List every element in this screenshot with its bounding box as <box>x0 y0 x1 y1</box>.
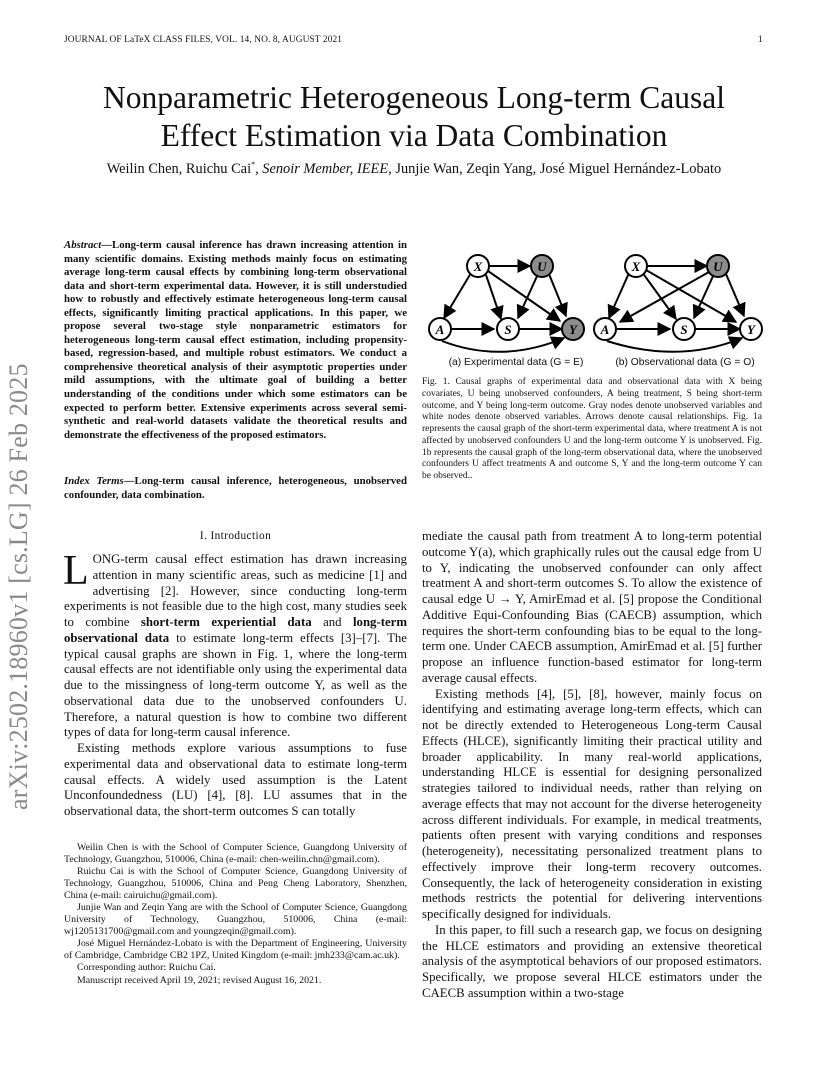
paper-title <box>60 79 768 155</box>
author-role: , Senoir Member, IEEE, <box>255 160 392 177</box>
arxiv-stamp: arXiv:2502.18960v1 [cs.LG] 26 Feb 2025 <box>4 363 33 810</box>
node-u-label: U <box>537 259 547 274</box>
footnote: Junjie Wan and Zeqin Yang are with the School of Computer Science, Guangdong University of Technology, Guangzhou, 510006, China (e-mail: wj1205131700@gmail.com and youngzeqin@gmail.com). <box>64 902 407 938</box>
causal-graph-figure <box>422 252 764 370</box>
node-y-label: Y <box>569 322 577 337</box>
graph-observational <box>594 255 762 352</box>
subfigure-caption-a: (a) Experimental data (G = E) <box>448 357 584 368</box>
node-a-label: A <box>435 322 445 337</box>
intro-text: to estimate long-term effects [3]–[7]. The typical causal graphs are shown in Fig. 1, where the long-term causal effects are not identifiable only using the experimental data due to the missingness of long-term outcome Y, as well as the observational data due to the unobserved confounders U. Therefore, a natural question is how to combine two different types of data for long-term causal inference. <box>64 630 407 740</box>
figure-caption: Fig. 1. Causal graphs of experimental data and observational data with X being covariates, U being unobserved confounders, A being treatment, S being short-term outcome, and Y being long-term outcome. Gray nodes denote unobserved variables and white nodes denote observed variables. Arrows denote causal relationships. Fig. 1a represents the causal graph of the short-term experimental data, where treatment A is not affected by unobserved confounders U and the long-term outcome Y is unobserved. Fig. 1b represents the causal graph of the long-term observational data, where the unobserved confounders U affect treatments A and outcome S, Y and the long-term outcome Y can be observed.. <box>422 377 762 481</box>
index-terms-text: —Long-term causal inference, heterogeneous, unobserved confounder, data combination. <box>64 475 407 501</box>
intro-text: ONG-term causal effect estimation has drawn increasing attention in many scientific areas, such as medicine [1] and advertising [2]. However, since conducting long-term experiments is not feasible due to the high cost, many studies seek to combine <box>64 552 407 629</box>
node-x-label: X <box>473 259 483 274</box>
section-heading: I. Introduction <box>199 530 272 542</box>
footnote: Corresponding author: Ruichu Cai. <box>77 962 216 974</box>
title-line-2: Effect Estimation via Data Combination <box>160 118 668 153</box>
node-y-label: Y <box>747 322 755 337</box>
title-line-1: Nonparametric Heterogeneous Long-term Causal <box>103 80 725 115</box>
authors-first: Weilin Chen, Ruichu Cai <box>106 160 252 177</box>
footnote: Ruichu Cai is with the School of Computer Science, Guangdong University of Technology, Guangzhou, 510006, China and Peng Cheng Laboratory, Shenzhen, China (e-mail: cairuichu@gmail.com). <box>64 866 407 902</box>
abstract-text: —Long-term causal inference has drawn increasing attention in many scientific domains. Existing methods mainly focus on estimating average long-term causal effects by combining long-term observational data and short-term experimental data. However, it is still understudied how to robustly and effectively estimate heterogeneous long-term causal effects, significantly limiting practical applications. In this paper, we propose several two-stage style nonparametric estimators for heterogeneous long-term causal effect estimation, including propensity-based, regression-based, and multiple robust estimators. We conduct a comprehensive theoretical analysis of their asymptotic properties under mild assumptions, with the ultimate goal of building a better understanding of the conditions under which some estimators can be expected to perform better. Extensive experiments across several semi-synthetic and real-world datasets validate the theoretical results and demonstrate the effectiveness of the proposed estimators. <box>64 239 407 441</box>
abstract <box>64 239 407 442</box>
node-x-label: X <box>631 259 641 274</box>
subfigure-caption-b: (b) Observational data (G = O) <box>615 357 755 368</box>
intro-paragraph: Existing methods explore various assumptions to fuse experimental data and observational data to estimate long-term causal effects. A widely used assumption is the Latent Unconfoundedness (LU) [4], [8]. LU assumes that in the observational data, the short-term outcomes S can totally <box>64 741 407 818</box>
intro-emphasis: long-term observational data <box>64 615 407 645</box>
footnote: José Miguel Hernández-Lobato is with the Department of Engineering, University of Cambridge, Cambridge CB2 1PZ, United Kingdom (e-mail: jmh233@cam.ac.uk). <box>64 938 407 962</box>
intro-left-column <box>63 548 407 820</box>
footnotes <box>64 842 407 987</box>
intro-text: and <box>311 615 353 629</box>
intro-paragraph: mediate the causal path from treatment A to long-term potential outcome Y(a), which graphically rules out the causal edge from U to Y, indicating the unobserved confounder can only affect treatment A and short-term outcomes S. To allow the existence of causal edge U → Y, AmirEmad et al. [5] propose the Conditional Additive Equi-Confounding Bias (CAECB) assumption, which requires the short-term confounding bias to be equal to the long-term one. Under CAECB assumption, AmirEmad et al. [5] further propose an influence function-based estimator for long-term average causal effects. <box>422 529 762 685</box>
intro-paragraph: In this paper, to fill such a research gap, we focus on designing the HLCE estimators and providing an extensive theoretical analysis of the asymptotical behaviors of our proposed estimators. Specifically, we propose several HLCE estimators under the CAECB assumption within a two-stage <box>422 922 762 1000</box>
index-terms-label: Index Terms <box>64 475 124 487</box>
intro-emphasis: short-term experiential data <box>140 615 312 629</box>
node-u-label: U <box>713 259 723 274</box>
abstract-label: Abstract <box>64 239 102 251</box>
authors-rest: Junjie Wan, Zeqin Yang, José Miguel Hernández-Lobato <box>391 160 722 177</box>
intro-right-column <box>422 529 762 1002</box>
node-s-label: S <box>680 322 688 337</box>
node-s-label: S <box>504 322 512 337</box>
graph-experimental <box>429 255 584 352</box>
intro-paragraph: Existing methods [4], [5], [8], however, mainly focus on identifying and estimating average long-term effects, which can not be directly extended to Heterogeneous Long-term Causal Effects (HLCE), significantly limiting their practical utility and broader applicability. In many real-world applications, understanding HLCE is essential for designing personalized strategies tailored to individual needs, rather than relying on average effects that may not account for the diverse heterogeneity across different individuals. For example, in medical treatments, patients often present with varying conditions and responses (heterogeneity), necessitating personalized treatment plans to effectively improve their long-term recovery outcomes. Consequently, the lack of heterogeneity consideration in existing methods restricts the potential for delivering interventions specifically designed for individuals. <box>422 686 762 921</box>
footnote: Weilin Chen is with the School of Computer Science, Guangdong University of Technology, Guangzhou, 510006, China (e-mail: chen-weilin.chn@gmail.com). <box>64 842 407 866</box>
author-list <box>60 160 768 178</box>
running-header: JOURNAL OF LaTeX CLASS FILES, VOL. 14, NO. 8, AUGUST 2021 <box>64 35 343 45</box>
drop-cap: L <box>63 548 89 594</box>
node-a-label: A <box>600 322 610 337</box>
index-terms <box>64 475 407 502</box>
author-mark: * <box>251 160 256 169</box>
page-number: 1 <box>758 35 763 45</box>
footnote: Manuscript received April 19, 2021; revised August 16, 2021. <box>77 974 322 986</box>
